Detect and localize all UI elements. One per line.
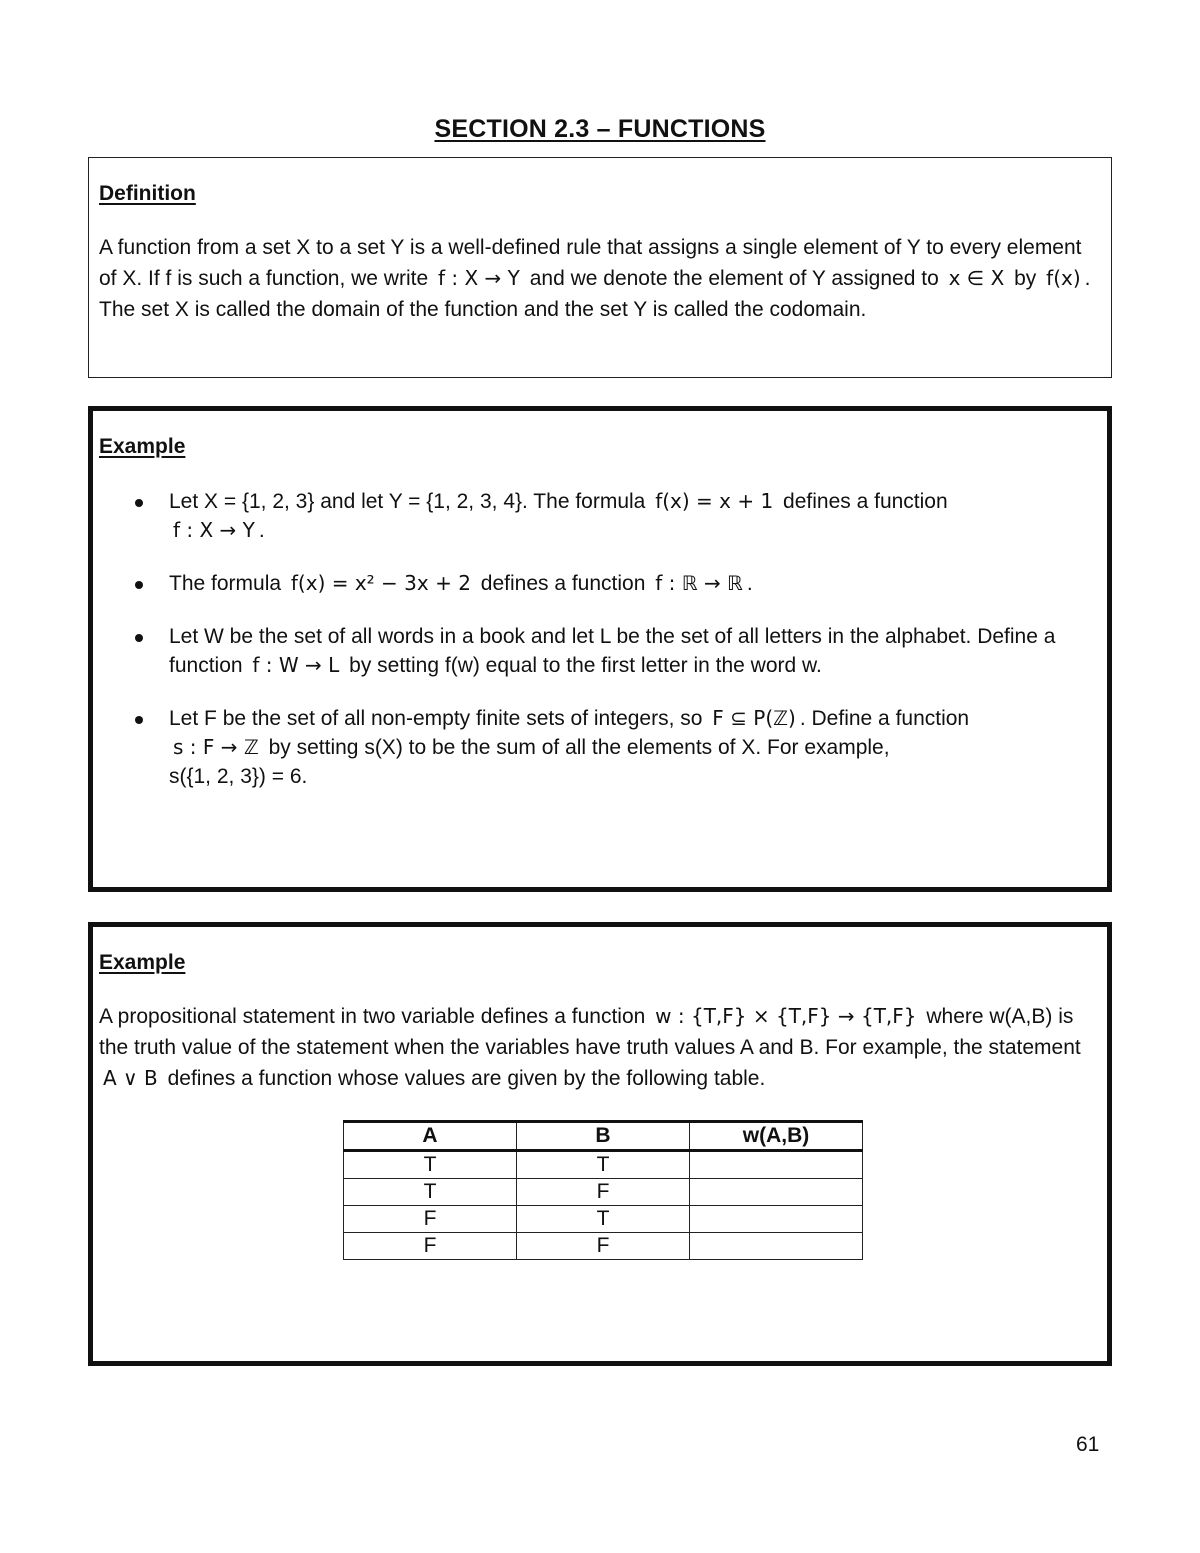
table-cell (690, 1206, 863, 1233)
table-cell (690, 1151, 863, 1179)
bullet-text: Let F be the set of all non-empty finite sets of integers, so (169, 707, 703, 730)
page-number: 61 (1076, 1433, 1100, 1456)
bullet-text: defines a function (480, 572, 646, 595)
table-cell (690, 1179, 863, 1206)
function-notation: f : X → Y (437, 266, 520, 290)
table-cell: F (344, 1206, 517, 1233)
definition-box (88, 157, 1112, 378)
statement-formula: A ∨ B (103, 1066, 158, 1090)
function-notation: f : ℝ → ℝ (655, 571, 743, 595)
bullet-text: Let W be the set of all words in a book and let L be the set of all letters in the alphabet. Define a function (169, 625, 1056, 677)
definition-text-part: . The set X is called the domain of the function and the set Y is called the codomain. (99, 267, 1091, 321)
table-cell: T (344, 1179, 517, 1206)
element-membership: x ∈ X (948, 266, 1005, 290)
bullet-text: The formula (169, 572, 282, 595)
example-heading: Example (99, 951, 186, 974)
column-header: B (517, 1122, 690, 1151)
bullet-icon (135, 581, 143, 589)
definition-text-part: by (1014, 267, 1037, 290)
function-notation: w : {T,F} × {T,F} → {T,F} (655, 1004, 917, 1028)
example-bullet-item (99, 487, 1101, 545)
function-notation: s : F → ℤ (173, 735, 259, 759)
truth-table (343, 1120, 863, 1260)
bullet-text: by setting f(w) equal to the first letter in the word w. (349, 654, 822, 677)
bullet-text: s({1, 2, 3}) = 6. (169, 765, 308, 788)
table-cell: F (517, 1179, 690, 1206)
bullet-text: Let X = {1, 2, 3} and let Y = {1, 2, 3, 4}. The formula (169, 490, 646, 513)
example-text-part: defines a function whose values are given by the following table. (167, 1067, 766, 1090)
example-text-part: where w(A,B) is the truth value of the statement when the variables have truth values A and B. For example, the statement (99, 1005, 1081, 1059)
definition-text-part: and we denote the element of Y assigned to (529, 267, 939, 290)
function-notation: f : W → L (252, 653, 340, 677)
example-bullet-item (99, 704, 1101, 791)
bullet-icon (135, 716, 143, 724)
page-title: SECTION 2.3 – FUNCTIONS (434, 114, 766, 143)
example-heading: Example (99, 435, 186, 458)
table-row (344, 1206, 863, 1233)
example-box-1 (88, 406, 1112, 892)
definition-text-part: A function from a set X to a set Y is a well-defined rule that assigns a single element of Y to every element of X. If f is such a function, we write (99, 236, 1082, 290)
example-box-2 (88, 922, 1112, 1366)
example-bullet-list (99, 487, 1101, 791)
table-row (344, 1151, 863, 1179)
definition-text (99, 232, 1101, 325)
definition-heading: Definition (99, 182, 196, 205)
example-bullet-item (99, 569, 1101, 598)
table-cell: T (344, 1151, 517, 1179)
bullet-text: . (258, 519, 265, 542)
table-header-row (344, 1122, 863, 1151)
table-cell: F (344, 1233, 517, 1260)
bullet-text: defines a function (783, 490, 948, 513)
table-cell (690, 1233, 863, 1260)
table-row (344, 1179, 863, 1206)
subset-relation: F ⊆ P(ℤ) (712, 706, 796, 730)
bullet-text: . (746, 572, 753, 595)
bullet-icon (135, 634, 143, 642)
formula: f(x) = x² − 3x + 2 (290, 571, 471, 595)
bullet-text: . Define a function (799, 707, 970, 730)
table-cell: T (517, 1151, 690, 1179)
function-value: f(x) (1046, 266, 1081, 290)
example-bullet-item (99, 622, 1101, 680)
column-header: A (344, 1122, 517, 1151)
table-cell: F (517, 1233, 690, 1260)
table-cell: T (517, 1206, 690, 1233)
bullet-icon (135, 499, 143, 507)
example-text (99, 1001, 1101, 1094)
example-text-part: A propositional statement in two variable defines a function (99, 1005, 646, 1028)
bullet-text: by setting s(X) to be the sum of all the elements of X. For example, (268, 736, 890, 759)
column-header: w(A,B) (690, 1122, 863, 1151)
table-row (344, 1233, 863, 1260)
function-notation: f : X → Y (173, 518, 255, 542)
formula: f(x) = x + 1 (655, 489, 774, 513)
